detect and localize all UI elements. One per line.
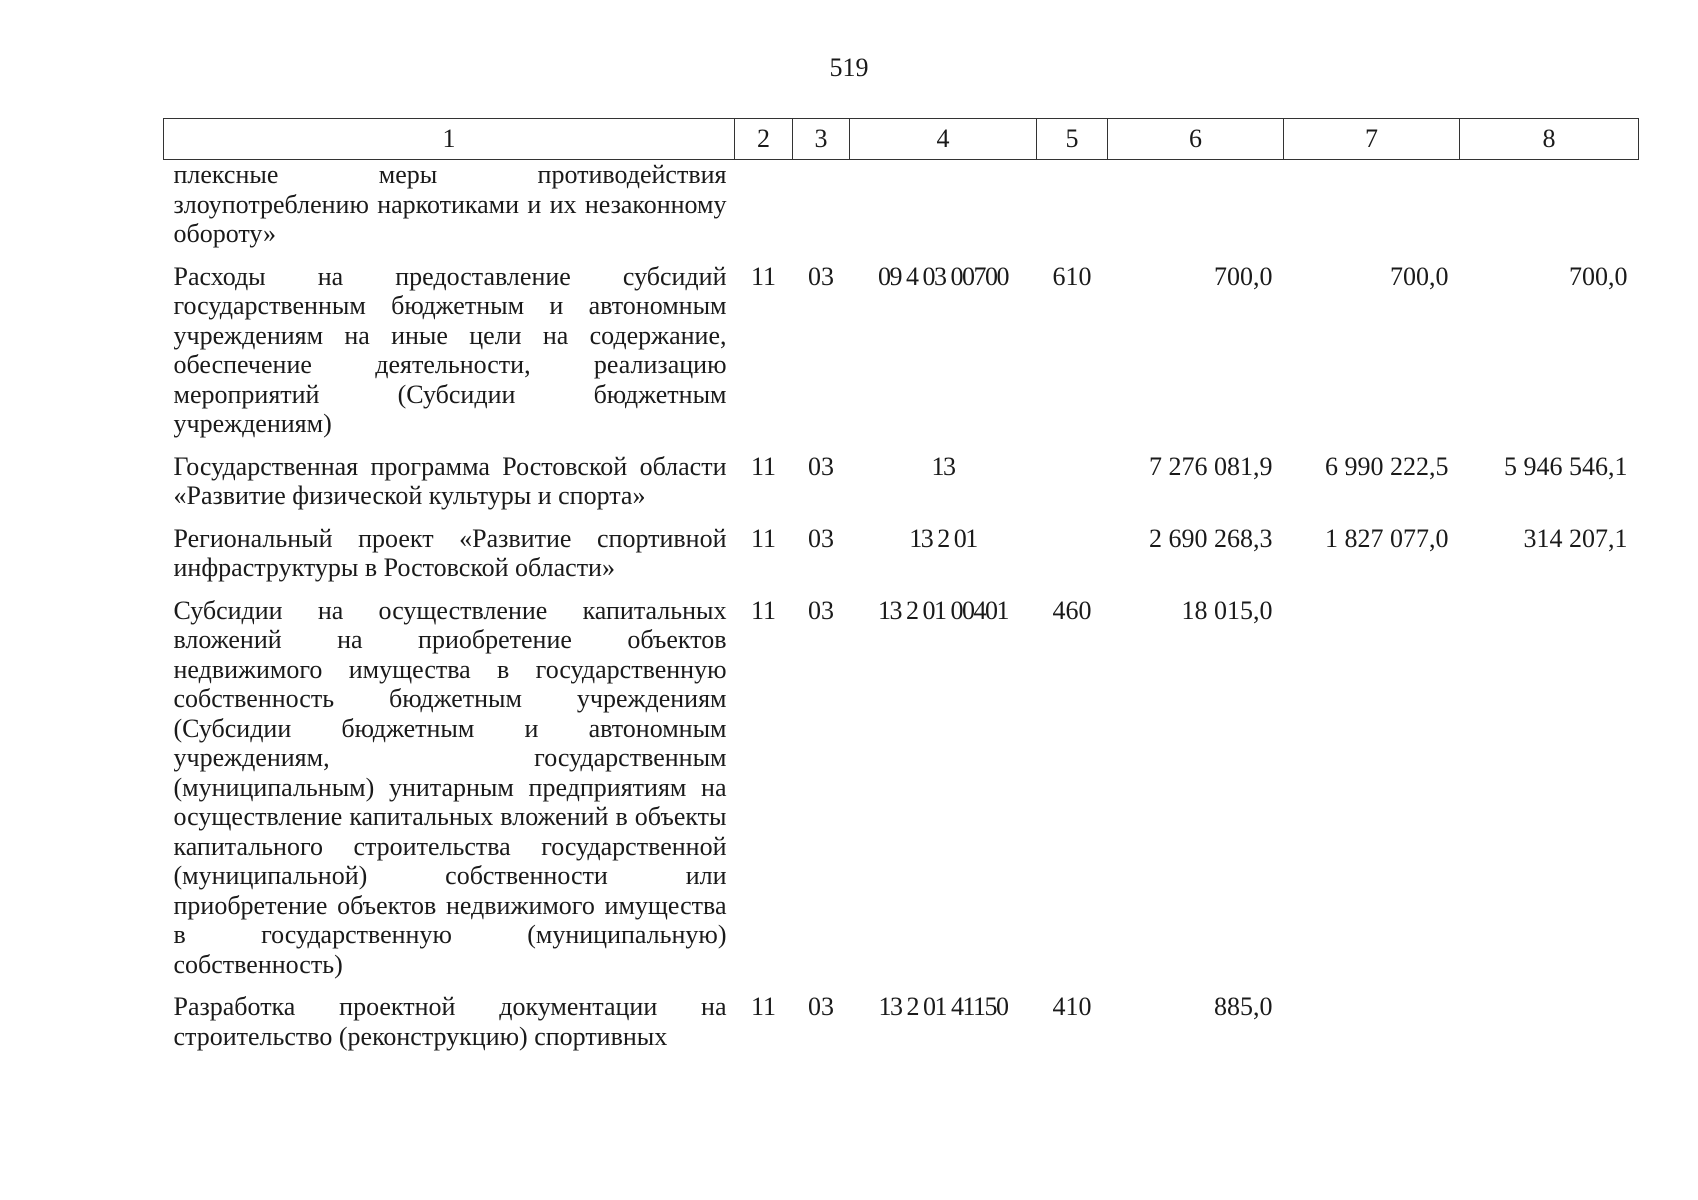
row-amount-7: 6 990 222,5 <box>1325 451 1449 481</box>
budget-table <box>163 118 1639 1064</box>
header-cell-2: 2 <box>735 119 793 160</box>
header-cell-8: 8 <box>1460 119 1639 160</box>
row-target-code: 09 4 03 00700 <box>878 261 1008 291</box>
table-row <box>164 452 1639 524</box>
row-subsection: 03 <box>808 523 834 553</box>
row-section: 11 <box>750 451 777 481</box>
table-row <box>164 992 1639 1064</box>
row-expense-type: 410 <box>1052 992 1092 1021</box>
row-target-code <box>850 160 1037 262</box>
row-amount-8 <box>1460 992 1639 1064</box>
row-amount-7 <box>1284 992 1460 1064</box>
row-amount-7: 1 827 077,0 <box>1325 523 1449 553</box>
row-amount-6: 7 276 081,9 <box>1149 451 1273 481</box>
row-amount-8 <box>1460 596 1639 993</box>
table-row <box>164 596 1639 993</box>
row-expense-type <box>1037 452 1108 524</box>
row-section: 11 <box>750 992 777 1021</box>
header-cell-6: 6 <box>1108 119 1284 160</box>
table-row <box>164 262 1639 452</box>
row-expense-type <box>1037 160 1108 262</box>
row-description: Разработка проектной документации на строительство (реконструкцию) спортивных <box>173 992 727 1051</box>
row-amount-8 <box>1460 160 1639 262</box>
row-amount-6: 2 690 268,3 <box>1149 523 1273 553</box>
row-section: 11 <box>750 261 777 291</box>
row-subsection: 03 <box>808 992 834 1021</box>
row-description: Субсидии на осуществление капитальных вложений на приобретение объектов недвижимого имущества в государственную собственность бюджетным учреждениям (Субсидии бюджетным и автономным учреждениям, государственным (муниципальным) унитарным предприятиям на осуществление капитальных вложений в объекты капитального строительства государственной (муниципальной) собственности или приобретение объектов недвижимого имущества в государственную (муниципальную) собственность) <box>173 595 727 979</box>
header-cell-4: 4 <box>850 119 1037 160</box>
row-amount-7 <box>1284 160 1460 262</box>
row-subsection: 03 <box>808 261 834 291</box>
row-target-code: 13 2 01 <box>909 523 977 553</box>
row-description: плексные меры противодействия злоупотреблению наркотиками и их незаконному обороту» <box>173 160 727 248</box>
row-amount-6: 18 015,0 <box>1181 595 1273 625</box>
row-description: Государственная программа Ростовской области «Развитие физической культуры и спорта» <box>173 451 727 510</box>
row-subsection <box>793 160 850 262</box>
table-row <box>164 524 1639 596</box>
header-cell-5: 5 <box>1037 119 1108 160</box>
row-target-code: 13 <box>931 451 955 481</box>
row-description: Региональный проект «Развитие спортивной инфраструктуры в Ростовской области» <box>173 523 727 582</box>
row-subsection: 03 <box>808 595 834 625</box>
row-amount-6: 885,0 <box>1214 992 1273 1021</box>
header-cell-1: 1 <box>164 119 735 160</box>
row-description: Расходы на предоставление субсидий государственным бюджетным и автономным учреждениям на иные цели на содержание, обеспечение деятельности, реализацию мероприятий (Субсидии бюджетным учреждениям) <box>173 261 727 438</box>
row-amount-7 <box>1284 596 1460 993</box>
row-amount-6 <box>1108 160 1284 262</box>
row-target-code: 13 2 01 00401 <box>878 595 1008 625</box>
row-amount-8: 700,0 <box>1569 261 1628 291</box>
row-expense-type: 610 <box>1052 261 1092 291</box>
row-target-code: 13 2 01 41150 <box>878 992 1008 1021</box>
row-amount-7: 700,0 <box>1390 261 1449 291</box>
header-cell-3: 3 <box>793 119 850 160</box>
row-amount-8: 5 946 546,1 <box>1504 451 1628 481</box>
header-row <box>164 119 1639 160</box>
page-number: 519 <box>829 53 869 82</box>
row-subsection: 03 <box>808 451 834 481</box>
header-cell-7: 7 <box>1284 119 1460 160</box>
row-expense-type <box>1037 524 1108 596</box>
row-section <box>735 160 793 262</box>
row-expense-type: 460 <box>1052 595 1092 625</box>
row-amount-8: 314 207,1 <box>1523 523 1628 553</box>
table-row <box>164 160 1639 262</box>
row-section: 11 <box>750 595 777 625</box>
row-section: 11 <box>750 523 777 553</box>
row-amount-6: 700,0 <box>1214 261 1273 291</box>
